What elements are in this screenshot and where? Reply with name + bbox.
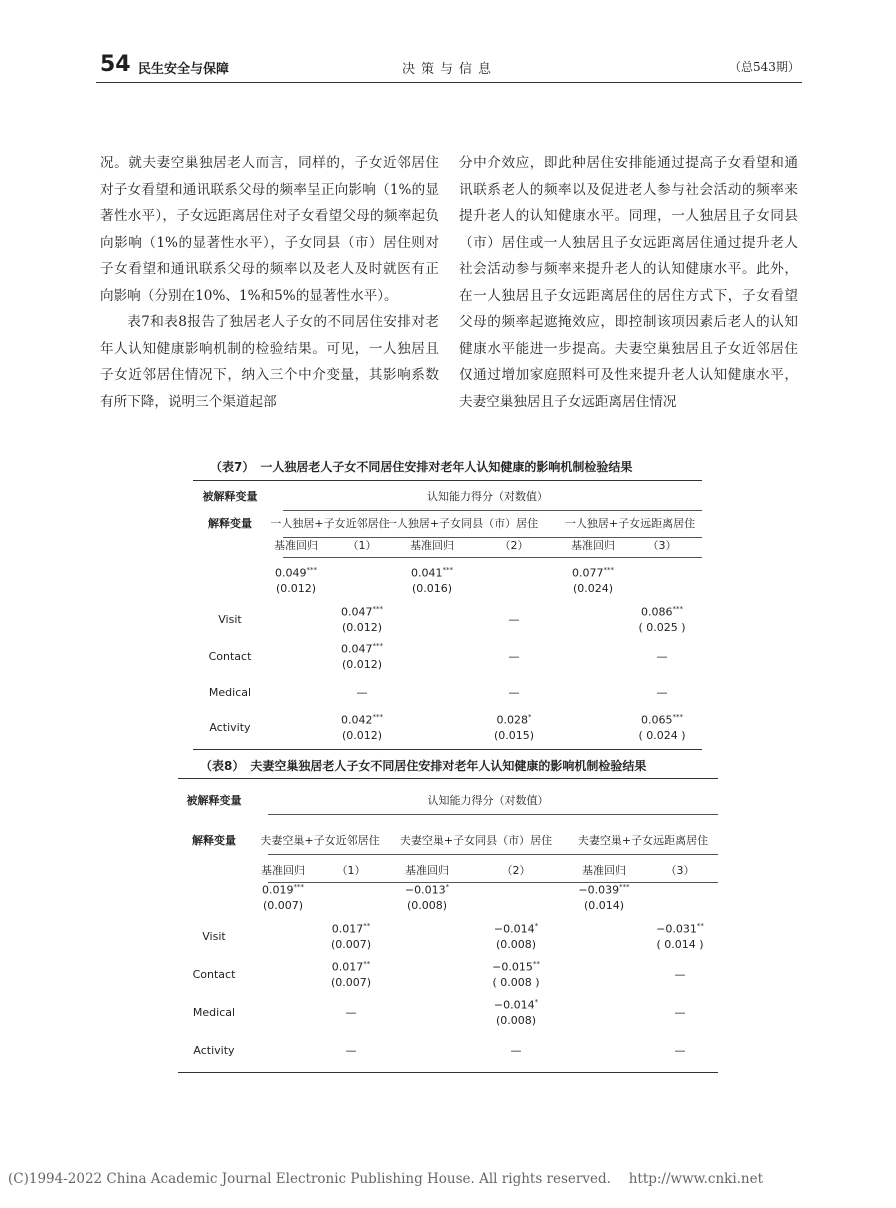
coefficient-cell — [622, 605, 702, 619]
coefficient-cell — [311, 960, 391, 974]
subheader: 基准回归 — [582, 864, 626, 877]
page-number: 54 — [100, 52, 131, 77]
coefficient-value: 0.017 — [331, 922, 364, 936]
header-rule — [96, 82, 802, 83]
row-label: Visit — [202, 930, 226, 943]
standard-error: (0.007) — [330, 976, 372, 989]
significance-stars: ** — [363, 960, 371, 968]
explanatory-var-label: 解释变量 — [192, 834, 236, 847]
significance-stars: *** — [372, 605, 383, 613]
coefficient-cell — [322, 605, 402, 619]
group-header: 一人独居+子女近邻居住 — [270, 517, 390, 530]
dependent-var-label: 被解释变量 — [202, 490, 258, 503]
significance-stars: *** — [293, 883, 304, 891]
coefficient-value: 0.042 — [341, 713, 373, 727]
dependent-var-label: 被解释变量 — [186, 794, 242, 807]
right-column — [459, 150, 798, 415]
standard-error: (0.012) — [341, 729, 383, 742]
base-coefficient — [564, 883, 644, 897]
significance-stars: ** — [532, 960, 540, 968]
coefficient-cell — [476, 998, 556, 1012]
group-header: 夫妻空巢+子女近邻居住 — [260, 834, 380, 847]
coefficient-cell — [322, 713, 402, 727]
dependent-var-value: 认知能力得分（对数值） — [427, 794, 549, 807]
coefficient-cell: — — [345, 1044, 357, 1057]
coefficient-cell — [622, 713, 702, 727]
table-rule — [268, 882, 718, 883]
significance-stars: *** — [672, 605, 683, 613]
issue-label: （总543期） — [729, 60, 800, 74]
subheader: （1） — [347, 539, 377, 552]
group-header: 夫妻空巢+子女远距离居住 — [577, 834, 709, 847]
coefficient-value: 0.041 — [411, 566, 443, 580]
standard-error: ( 0.025 ) — [638, 621, 686, 634]
coefficient-value: 0.047 — [341, 605, 373, 619]
explanatory-var-label: 解释变量 — [208, 517, 252, 530]
row-label: Medical — [208, 686, 252, 699]
standard-error: (0.007) — [262, 899, 304, 912]
coefficient-cell: — — [674, 968, 686, 981]
subheader: 基准回归 — [274, 539, 318, 552]
significance-stars: ** — [363, 922, 371, 930]
table-rule — [178, 778, 718, 779]
coefficient-value: 0.019 — [262, 883, 294, 897]
coefficient-cell — [476, 922, 556, 936]
subheader: （3） — [665, 864, 695, 877]
row-label: Medical — [192, 1006, 236, 1019]
table-rule — [268, 854, 718, 855]
table8-title: （表8） 夫妻空巢独居老人子女不同居住安排对老年人认知健康的影响机制检验结果 — [200, 759, 647, 773]
coefficient-value: −0.015 — [492, 960, 533, 974]
group-header: 夫妻空巢+子女同县（市）居住 — [399, 834, 553, 847]
significance-stars: * — [528, 713, 532, 721]
subheader: 基准回归 — [405, 864, 449, 877]
base-coefficient — [243, 883, 323, 897]
standard-error: ( 0.014 ) — [656, 938, 704, 951]
significance-stars: * — [534, 922, 539, 930]
coefficient-cell: — — [508, 686, 520, 699]
significance-stars: *** — [372, 642, 383, 650]
standard-error: (0.007) — [330, 938, 372, 951]
row-label: Activity — [193, 1044, 235, 1057]
row-label: Activity — [209, 721, 251, 734]
coefficient-value: 0.028 — [496, 713, 528, 727]
significance-stars: *** — [619, 883, 630, 891]
standard-error: ( 0.024 ) — [638, 729, 686, 742]
significance-stars: ** — [696, 922, 704, 930]
significance-stars: * — [445, 883, 450, 891]
coefficient-cell: — — [674, 1006, 686, 1019]
significance-stars: *** — [306, 566, 317, 574]
coefficient-cell: — — [656, 686, 668, 699]
subheader: 基准回归 — [261, 864, 305, 877]
standard-error: (0.012) — [341, 658, 383, 671]
paragraph: 况。就夫妻空巢独居老人而言，同样的，子女近邻居住对子女看望和通讯联系父母的频率呈正向影响（1%的显著性水平），子女远距离居住对子女看望父母的频率起负向影响（1%的显著性水平），子女同县（市）居住则对子女看望和通讯联系父母的频率以及老人及时就医有正向影响（分别在10%、1%和5%的显著性水平）。 — [100, 155, 439, 304]
standard-error: (0.016) — [411, 582, 453, 595]
coefficient-cell: — — [345, 1006, 357, 1019]
table-rule — [268, 814, 718, 815]
table-rule — [283, 510, 702, 511]
significance-stars: *** — [603, 566, 614, 574]
base-coefficient — [392, 566, 472, 580]
subheader: （2） — [499, 539, 529, 552]
coefficient-value: −0.013 — [404, 883, 446, 897]
paragraph: 表7和表8报告了独居老人子女的不同居住安排对老年人认知健康影响机制的检验结果。可见，一人独居且子女近邻居住情况下，纳入三个中介变量，其影响系数有所下降，说明三个渠道起部 — [100, 314, 439, 410]
coefficient-value: −0.039 — [578, 883, 620, 897]
table-rule — [283, 557, 702, 558]
base-coefficient — [387, 883, 467, 897]
standard-error: (0.012) — [275, 582, 317, 595]
standard-error: (0.014) — [583, 899, 625, 912]
significance-stars: * — [534, 998, 539, 1006]
standard-error: ( 0.008 ) — [492, 976, 540, 989]
subheader: 基准回归 — [571, 539, 615, 552]
coefficient-cell: — — [656, 650, 668, 663]
copyright-footer: (C)1994-2022 China Academic Journal Electronic Publishing House. All rights reserved. http://www.cnki.net — [8, 1171, 764, 1187]
row-label: Contact — [208, 650, 252, 663]
group-header: 一人独居+子女同县（市）居住 — [385, 517, 539, 530]
standard-error: (0.012) — [341, 621, 383, 634]
coefficient-cell — [322, 642, 402, 656]
row-label: Contact — [192, 968, 236, 981]
coefficient-value: 0.017 — [331, 960, 364, 974]
standard-error: (0.024) — [572, 582, 614, 595]
coefficient-cell: — — [356, 686, 368, 699]
table-rule — [193, 749, 702, 750]
subheader: （3） — [647, 539, 677, 552]
significance-stars: *** — [442, 566, 453, 574]
dependent-var-value: 认知能力得分（对数值） — [427, 490, 548, 503]
group-header: 一人独居+子女远距离居住 — [564, 517, 696, 530]
coefficient-value: 0.049 — [275, 566, 307, 580]
coefficient-cell: — — [674, 1044, 686, 1057]
coefficient-value: −0.014 — [493, 922, 535, 936]
base-coefficient — [553, 566, 633, 580]
subheader: 基准回归 — [410, 539, 454, 552]
standard-error: (0.008) — [406, 899, 448, 912]
coefficient-value: −0.014 — [493, 998, 535, 1012]
subheader: （2） — [501, 864, 531, 877]
standard-error: (0.015) — [493, 729, 535, 742]
table7-title: （表7） 一人独居老人子女不同居住安排对老年人认知健康的影响机制检验结果 — [210, 460, 633, 474]
standard-error: (0.008) — [495, 938, 537, 951]
section-title: 民生安全与保障 — [138, 62, 230, 77]
paragraph: 分中介效应，即此种居住安排能通过提高子女看望和通讯联系老人的频率以及促进老人参与社会活动的频率来提升老人的认知健康水平。同理，一人独居且子女同县（市）居住或一人独居且子女远距离居住通过提升老人社会活动参与频率来提升老人的认知健康水平。此外，在一人独居且子女远距离居住的居住方式下，子女看望父母的频率起遮掩效应，即控制该项因素后老人的认知健康水平能进一步提高。夫妻空巢独居且子女近邻居住仅通过增加家庭照料可及性来提升老人认知健康水平，夫妻空巢独居且子女远距离居住情况 — [459, 155, 798, 410]
coefficient-value: −0.031 — [656, 922, 697, 936]
row-label: Visit — [218, 613, 242, 626]
subheader: （1） — [336, 864, 366, 877]
coefficient-cell: — — [508, 613, 520, 626]
table-rule — [178, 1072, 718, 1073]
coefficient-value: 0.047 — [341, 642, 373, 656]
coefficient-cell: — — [508, 650, 520, 663]
base-coefficient — [256, 566, 336, 580]
coefficient-cell — [311, 922, 391, 936]
coefficient-cell — [474, 713, 554, 727]
left-column — [100, 150, 439, 415]
significance-stars: *** — [372, 713, 383, 721]
standard-error: (0.008) — [495, 1014, 537, 1027]
coefficient-value: 0.086 — [641, 605, 673, 619]
journal-title: 决策与信息 — [402, 62, 498, 77]
coefficient-cell — [476, 960, 556, 974]
significance-stars: *** — [672, 713, 683, 721]
coefficient-cell — [640, 922, 720, 936]
coefficient-cell: — — [510, 1044, 522, 1057]
coefficient-value: 0.065 — [641, 713, 673, 727]
table-rule — [193, 480, 702, 481]
coefficient-value: 0.077 — [572, 566, 604, 580]
